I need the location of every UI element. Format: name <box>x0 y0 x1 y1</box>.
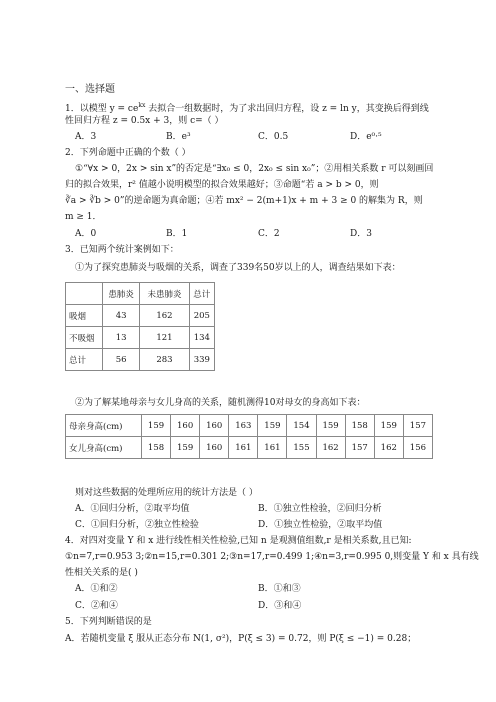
q1-stem <box>65 99 429 116</box>
table-cell: 155 <box>287 437 316 459</box>
pneumonia-smoking-table <box>65 282 215 371</box>
table-cell: 160 <box>200 415 229 437</box>
table-cell: 121 <box>140 327 189 349</box>
q2-stem: 2．下列命题中正确的个数（ ） <box>65 148 191 158</box>
q2-option-c[interactable]: C．2 <box>258 229 280 239</box>
table-header-cell: 总计 <box>189 283 214 305</box>
table-cell: 161 <box>229 437 258 459</box>
q3-option-a[interactable]: A．①回归分析，②取平均值 <box>75 504 190 514</box>
q4-stem-3: 性相关关系的是( ) <box>65 568 138 578</box>
table-cell: 154 <box>287 415 316 437</box>
table-cell: 女儿身高(cm) <box>66 437 142 459</box>
q2-option-a[interactable]: A．0 <box>75 229 97 239</box>
q1-option-c[interactable]: C．0.5 <box>258 132 289 142</box>
table-cell: 不吸烟 <box>66 327 103 349</box>
table-cell: 161 <box>258 437 287 459</box>
table-row <box>66 349 215 371</box>
table-row <box>66 327 215 349</box>
table-cell: 159 <box>258 415 287 437</box>
table-cell: 43 <box>103 305 140 327</box>
table-cell: 283 <box>140 349 189 371</box>
q1-stem-c: 性回归方程 z = 0.5x + 3，则 c=（ ） <box>65 116 224 126</box>
table-header-row <box>66 283 215 305</box>
table-cell: 162 <box>374 437 403 459</box>
table-cell: 205 <box>189 305 214 327</box>
q4-option-b[interactable]: B．①和③ <box>258 584 301 594</box>
q2-line-3: ∛a > ∛b > 0”的逆命题为真命题；④若 mx² − 2(m+1)x + m + 3 ≥ 0 的解集为 R，则 <box>65 196 423 206</box>
section-title: 一、选择题 <box>65 84 115 95</box>
q4-option-d[interactable]: D．③和④ <box>258 601 302 611</box>
q3-question: 则对这些数据的处理所应用的统计方法是（ ） <box>75 488 258 498</box>
q1-option-a[interactable]: A．3 <box>75 132 97 142</box>
table-cell: 163 <box>229 415 258 437</box>
table-cell: 339 <box>189 349 214 371</box>
q1-stem-sup: kx <box>138 102 146 109</box>
table-cell: 母亲身高(cm) <box>66 415 142 437</box>
table-cell: 157 <box>345 437 374 459</box>
q4-option-c[interactable]: C．②和④ <box>75 601 118 611</box>
table-header-cell: 患肺炎 <box>103 283 140 305</box>
table-header-cell: 未患肺炎 <box>140 283 189 305</box>
q4-stem-2: ①n=7,r=0.953 3;②n=15,r=0.301 2;③n=17,r=0.499 1;④n=3,r=0.995 0,则变量 Y 和 x 具有线 <box>65 552 479 562</box>
table-cell: 134 <box>189 327 214 349</box>
table-cell: 162 <box>140 305 189 327</box>
q2-option-d[interactable]: D．3 <box>350 229 372 239</box>
q3-stem: 3．已知两个统计案例如下： <box>65 245 179 255</box>
q4-option-a[interactable]: A．①和② <box>75 584 118 594</box>
table-cell: 157 <box>403 415 432 437</box>
q1-option-d[interactable]: D．e⁰·⁵ <box>350 132 382 142</box>
q1-stem-a: 1．以模型 y = ce <box>65 104 139 114</box>
table-cell: 156 <box>403 437 432 459</box>
q3-option-c[interactable]: C．①回归分析，②独立性检验 <box>75 520 199 530</box>
table-cell: 吸烟 <box>66 305 103 327</box>
table-cell: 162 <box>316 437 345 459</box>
table-row <box>66 415 433 437</box>
q1-option-b[interactable]: B．e³ <box>166 132 191 142</box>
q2-line-1: ①“∀x > 0，2x > sin x”的否定是“∃x₀ ≤ 0，2x₀ ≤ sin x₀”；②用相关系数 r 可以刻画回 <box>75 164 434 174</box>
q1-stem-b: 去拟合一组数据时，为了求出回归方程，设 z = ln y，其变换后得到线 <box>145 104 429 114</box>
table-cell: 159 <box>171 437 200 459</box>
mother-daughter-height-table <box>65 414 433 459</box>
table-cell: 158 <box>142 437 171 459</box>
q3-case-2: ②为了解某地母亲与女儿身高的关系，随机测得10对母女的身高如下表： <box>75 398 366 408</box>
table-header-cell <box>66 283 103 305</box>
q4-stem-1: 4．对四对变量 Y 和 x 进行线性相关性检验,已知 n 是观测值组数,r 是相关系数,且已知: <box>65 536 412 546</box>
table-cell: 159 <box>374 415 403 437</box>
table-cell: 13 <box>103 327 140 349</box>
table-row <box>66 305 215 327</box>
q5-stem: 5．下列判断错误的是 <box>65 617 152 627</box>
q2-line-4: m ≥ 1． <box>65 212 102 222</box>
q3-option-d[interactable]: D．①独立性检验，②取平均值 <box>258 520 383 530</box>
q2-line-2: 归的拟合效果，r² 值越小说明模型的拟合效果越好；③命题“若 a > b > 0，则 <box>65 180 379 190</box>
table-cell: 160 <box>200 437 229 459</box>
table-cell: 159 <box>316 415 345 437</box>
table-cell: 159 <box>142 415 171 437</box>
q3-case-1: ①为了探究患肺炎与吸烟的关系，调查了339名50岁以上的人，调查结果如下表： <box>75 263 401 273</box>
table-cell: 总计 <box>66 349 103 371</box>
q3-option-b[interactable]: B．①独立性检验，②回归分析 <box>258 504 382 514</box>
q2-option-b[interactable]: B．1 <box>166 229 188 239</box>
q5-option-a[interactable]: A．若随机变量 ξ 服从正态分布 N(1, σ²)，P(ξ ≤ 3) = 0.72，则 P(ξ ≤ −1) = 0.28； <box>65 634 417 644</box>
table-row <box>66 437 433 459</box>
table-cell: 56 <box>103 349 140 371</box>
table-cell: 160 <box>171 415 200 437</box>
table-cell: 158 <box>345 415 374 437</box>
